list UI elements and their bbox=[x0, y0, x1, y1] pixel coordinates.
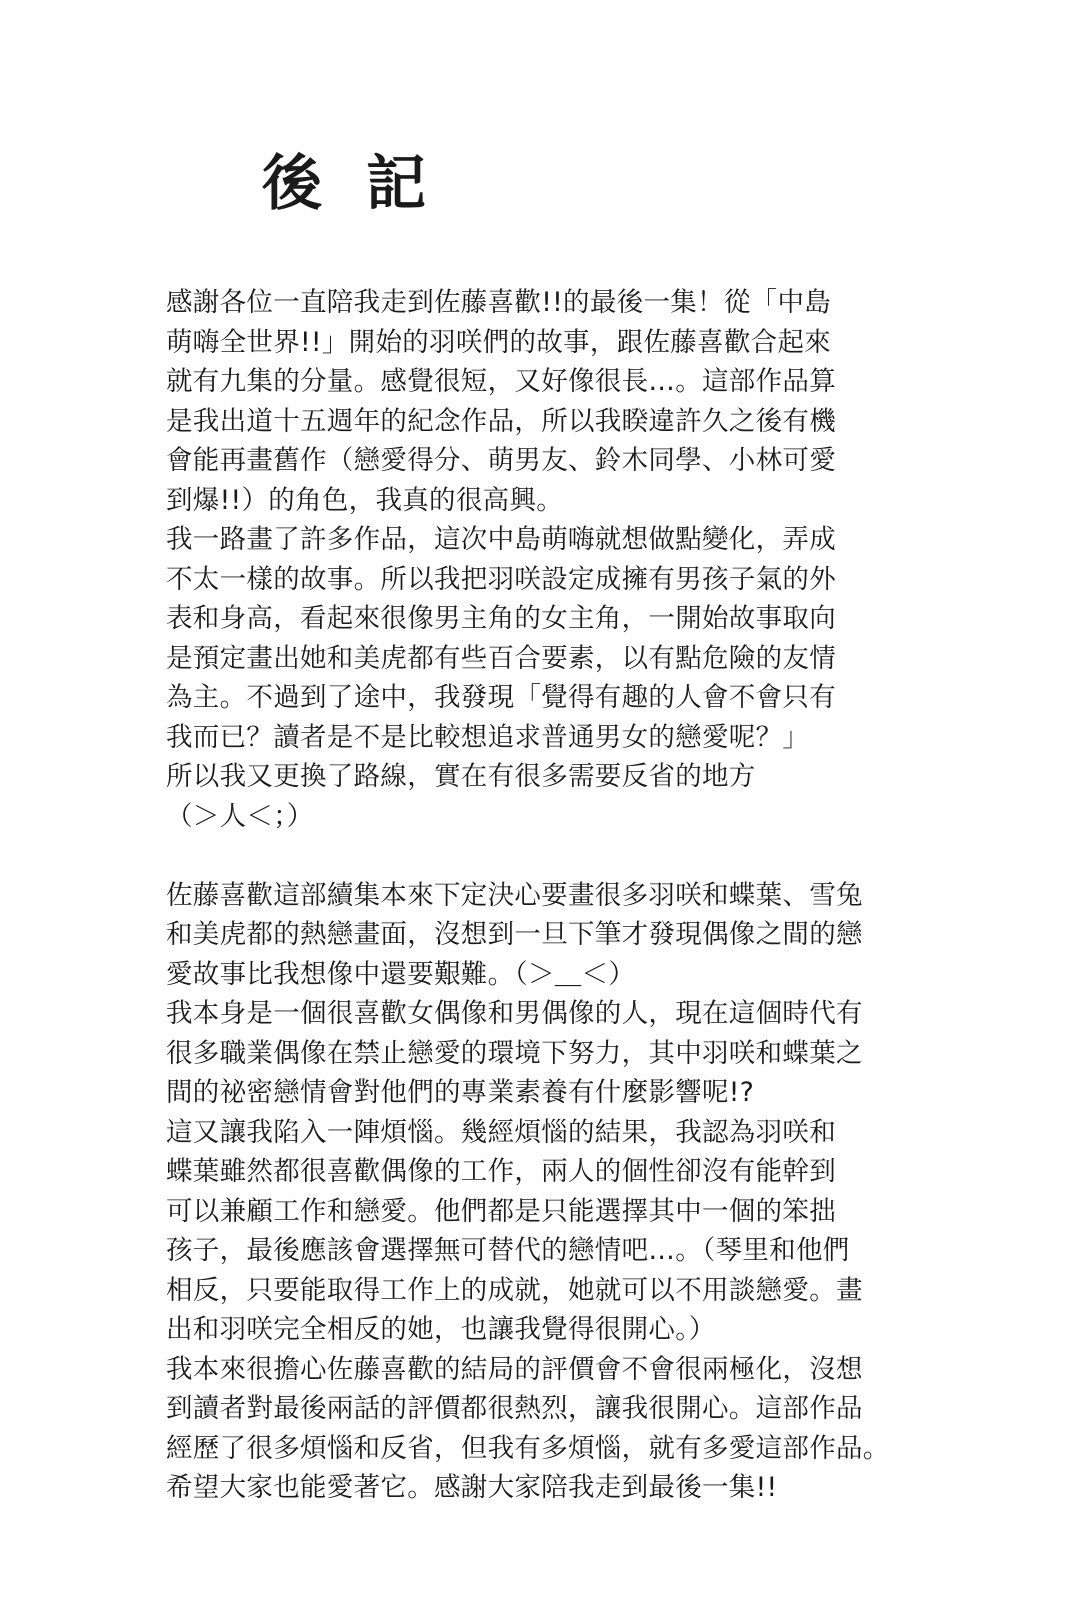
text-line: 是我出道十五週年的紀念作品，所以我睽違許久之後有機 bbox=[166, 405, 836, 437]
text-line: 我而已？讀者是不是比較想追求普通男女的戀愛呢？」 bbox=[166, 721, 810, 753]
text-line: 萌嗨全世界!!」開始的羽咲們的故事，跟佐藤喜歡合起來 bbox=[166, 326, 832, 358]
text-line: 這又讓我陷入一陣煩惱。幾經煩惱的結果，我認為羽咲和 bbox=[166, 1116, 836, 1148]
text-line: 相反，只要能取得工作上的成就，她就可以不用談戀愛。畫 bbox=[166, 1274, 863, 1306]
text-line: 出和羽咲完全相反的她，也讓我覺得很開心。） bbox=[166, 1314, 716, 1345]
text-line: 愛故事比我想像中還要艱難。（＞＿＜） bbox=[166, 958, 636, 990]
paragraph-gap bbox=[166, 836, 906, 876]
text-line: 我本身是一個很喜歡女偶像和男偶像的人，現在這個時代有 bbox=[166, 998, 863, 1029]
text-line: （＞人＜；） bbox=[166, 800, 314, 832]
text-line: 所以我又更換了路線，實在有很多需要反省的地方 bbox=[166, 761, 756, 792]
paragraph-2 bbox=[166, 876, 906, 1508]
text-line: 蝶葉雖然都很喜歡偶像的工作，兩人的個性卻沒有能幹到 bbox=[166, 1156, 836, 1187]
paragraph-1 bbox=[166, 283, 906, 836]
text-line: 是預定畫出她和美虎都有些百合要素，以有點危險的友情 bbox=[166, 642, 836, 674]
text-line: 為主。不過到了途中，我發現「覺得有趣的人會不會只有 bbox=[166, 682, 836, 713]
text-line: 希望大家也能愛著它。感謝大家陪我走到最後一集!! bbox=[166, 1472, 778, 1503]
text-line: 佐藤喜歡這部續集本來下定決心要畫很多羽咲和蝶葉、雪兔 bbox=[166, 879, 863, 911]
text-line: 我一路畫了許多作品，這次中島萌嗨就想做點變化，弄成 bbox=[166, 524, 836, 555]
text-line: 可以兼顧工作和戀愛。他們都是只能選擇其中一個的笨拙 bbox=[166, 1195, 836, 1227]
text-line: 到爆!!）的角色，我真的很高興。 bbox=[166, 484, 564, 516]
afterword-body bbox=[166, 283, 906, 1508]
text-line: 很多職業偶像在禁止戀愛的環境下努力，其中羽咲和蝶葉之 bbox=[166, 1037, 863, 1069]
text-line: 間的祕密戀情會對他們的專業素養有什麼影響呢!? bbox=[166, 1077, 755, 1108]
text-line: 和美虎都的熱戀畫面，沒想到一旦下筆才發現偶像之間的戀 bbox=[166, 919, 863, 950]
page-title: 後記 bbox=[262, 149, 470, 219]
text-line: 表和身高，看起來很像男主角的女主角，一開始故事取向 bbox=[166, 603, 836, 634]
text-line: 經歷了很多煩惱和反省，但我有多煩惱，就有多愛這部作品。 bbox=[166, 1432, 890, 1464]
text-line: 感謝各位一直陪我走到佐藤喜歡!!的最後一集！從「中島 bbox=[166, 287, 832, 318]
text-line: 會能再畫舊作（戀愛得分、萌男友、鈴木同學、小林可愛 bbox=[166, 445, 836, 476]
text-line: 我本來很擔心佐藤喜歡的結局的評價會不會很兩極化，沒想 bbox=[166, 1353, 863, 1385]
text-line: 就有九集的分量。感覺很短，又好像很長…。這部作品算 bbox=[166, 366, 836, 397]
text-line: 到讀者對最後兩話的評價都很熱烈，讓我很開心。這部作品 bbox=[166, 1393, 863, 1424]
text-line: 不太一樣的故事。所以我把羽咲設定成擁有男孩子氣的外 bbox=[166, 563, 836, 595]
text-line: 孩子，最後應該會選擇無可替代的戀情吧…。（琴里和他們 bbox=[166, 1235, 850, 1266]
